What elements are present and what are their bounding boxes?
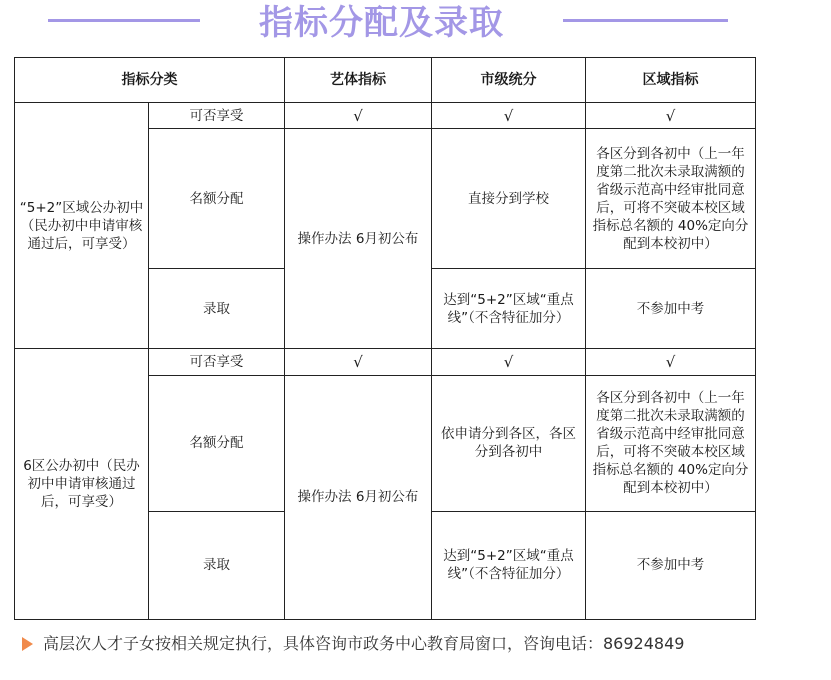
group1-admit-city: 达到“5+2”区域“重点线”（不含特征加分） [432,269,586,349]
table-header-row [15,58,756,103]
header-category: 指标分类 [15,58,285,103]
header-arts-sports: 艺体指标 [285,58,432,103]
table-row [15,103,756,129]
group2-quota-label: 名额分配 [149,375,285,511]
group1-enjoy-district: √ [586,103,756,129]
footer-note [22,632,684,656]
group2-admit-city: 达到“5+2”区域“重点线”（不含特征加分） [432,511,586,619]
group2-quota-city: 依申请分到各区，各区分到各初中 [432,375,586,511]
group1-enjoy-arts: √ [285,103,432,129]
footer-text: 高层次人才子女按相关规定执行，具体咨询市政务中心教育局窗口，咨询电话：86924849 [43,634,685,653]
group2-label: 6区公办初中（民办初中申请审核通过后，可享受） [15,349,149,620]
title-divider-right [563,19,728,22]
header-city-level: 市级统分 [432,58,586,103]
title-divider-left [48,19,200,22]
group2-enjoy-arts: √ [285,349,432,375]
group2-enjoy-city: √ [432,349,586,375]
group2-enjoy-label: 可否享受 [149,349,285,375]
group2-enjoy-district: √ [586,349,756,375]
triangle-arrow-icon [22,637,33,651]
group1-admit-label: 录取 [149,269,285,349]
group1-enjoy-city: √ [432,103,586,129]
group1-quota-city: 直接分到学校 [432,129,586,269]
group1-quota-district: 各区分到各初中（上一年度第二批次未录取满额的省级示范高中经审批同意后，可将不突破本校区域指标总名额的 40%定向分配到本校初中） [586,129,756,269]
table-row [15,349,756,375]
title-row [0,0,831,48]
group1-enjoy-label: 可否享受 [149,103,285,129]
group2-admit-district: 不参加中考 [586,511,756,619]
group2-arts-text: 操作办法 6月初公布 [285,375,432,619]
group1-quota-label: 名额分配 [149,129,285,269]
page-title: 指标分配及录取 [259,3,504,43]
group1-label: “5+2”区域公办初中（民办初中申请审核通过后，可享受） [15,103,149,349]
group1-admit-district: 不参加中考 [586,269,756,349]
header-district: 区域指标 [586,58,756,103]
quota-table [14,57,756,620]
group1-arts-text: 操作办法 6月初公布 [285,129,432,349]
group2-quota-district: 各区分到各初中（上一年度第二批次未录取满额的省级示范高中经审批同意后，可将不突破本校区域指标总名额的 40%定向分配到本校初中） [586,375,756,511]
group2-admit-label: 录取 [149,511,285,619]
